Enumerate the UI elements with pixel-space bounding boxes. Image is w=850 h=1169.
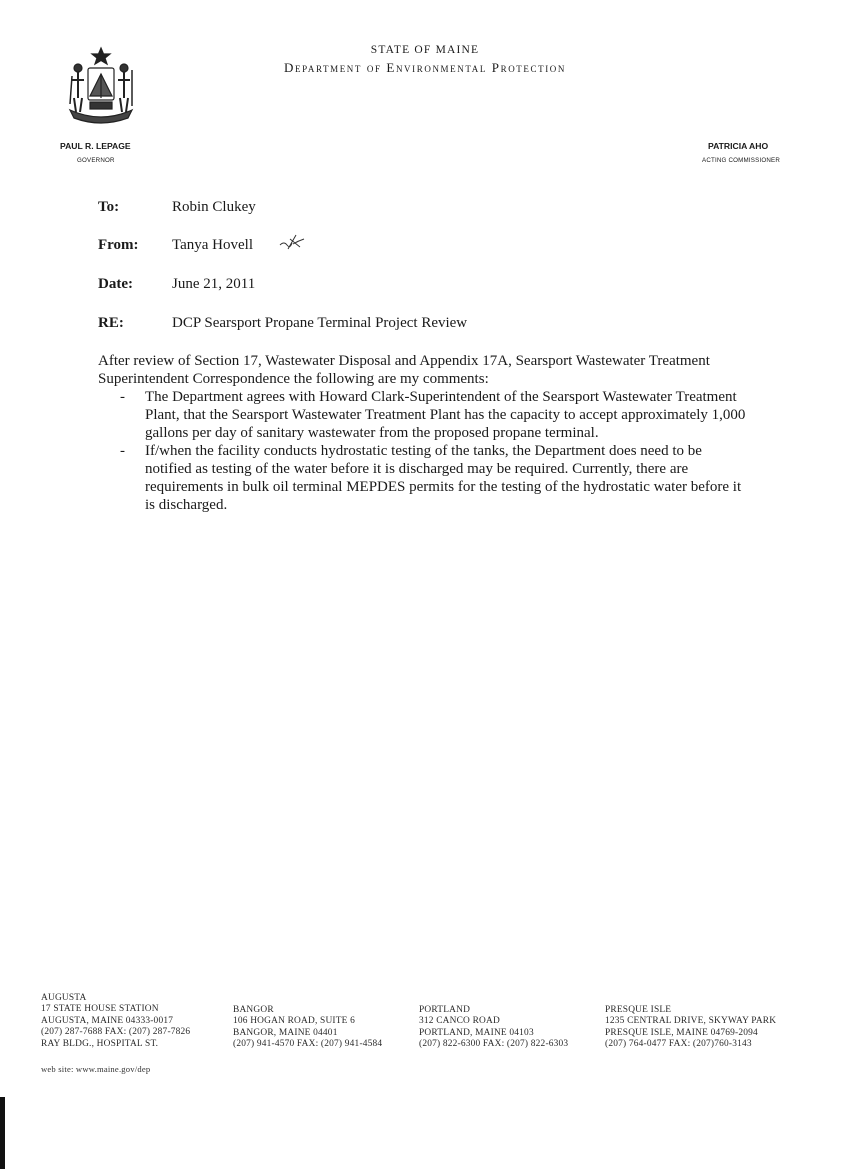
memo-to-value: Robin Clukey: [172, 199, 256, 215]
office-line: 17 STATE HOUSE STATION: [41, 1004, 159, 1015]
comments-list: [98, 388, 748, 514]
memo-from-label: From:: [98, 237, 139, 253]
office-line: RAY BLDG., HOSPITAL ST.: [41, 1038, 159, 1049]
office-line: 312 CANCO ROAD: [419, 1016, 500, 1027]
office-presque-isle: [605, 1005, 776, 1051]
memo-date-value: June 21, 2011: [172, 276, 256, 292]
comment-text: If/when the facility conducts hydrostatic testing of the tanks, the Department does need to be notified as testing of the water before it is discharged may be required. Currently, there are requirements in bulk oil terminal MEPDES permits for the testing of the hydrostatic water before it is discharged.: [145, 443, 742, 513]
office-city: AUGUSTA: [41, 993, 87, 1003]
commissioner-name: PATRICIA AHO: [708, 141, 769, 151]
office-bangor: [233, 1005, 382, 1051]
office-line: PORTLAND, MAINE 04103: [419, 1027, 534, 1038]
office-line: PRESQUE ISLE, MAINE 04769-2094: [605, 1027, 758, 1038]
comment-text: The Department agrees with Howard Clark-Superintendent of the Searsport Wastewater Treatment Plant, that the Searsport Wastewater Treatment Plant has the capacity to accept approximately 1,000 gallons per day of sanitary wastewater from the proposed propane terminal.: [145, 389, 746, 441]
state-heading: STATE OF MAINE: [370, 44, 480, 56]
memo-to-label: To:: [98, 199, 120, 215]
bullet-dash: -: [120, 443, 125, 459]
list-item: [98, 442, 748, 514]
list-item: [98, 388, 748, 442]
commissioner-title: ACTING COMMISSIONER: [702, 157, 781, 164]
office-line: (207) 764-0477 FAX: (207)760-3143: [605, 1039, 752, 1050]
handwritten-initials-icon: [278, 229, 306, 255]
office-line: (207) 941-4570 FAX: (207) 941-4584: [233, 1039, 383, 1050]
office-line: (207) 822-6300 FAX: (207) 822-6303: [419, 1039, 569, 1050]
office-augusta: [41, 993, 190, 1050]
office-city: PRESQUE ISLE: [605, 1005, 672, 1015]
memo-from-value: Tanya Hovell: [172, 237, 254, 253]
memo-body: [98, 352, 748, 514]
office-line: 1235 CENTRAL DRIVE, SKYWAY PARK: [605, 1016, 777, 1027]
memo-date-label: Date:: [98, 276, 133, 292]
intro-paragraph: After review of Section 17, Wastewater Disposal and Appendix 17A, Searsport Wastewater Treatment Superintendent Correspondence the following are my comments:: [98, 353, 710, 387]
office-city: PORTLAND: [419, 1005, 471, 1015]
scan-edge: [0, 1097, 5, 1169]
website-link[interactable]: web site: www.maine.gov/dep: [41, 1064, 151, 1074]
memo-re-label: RE:: [98, 315, 124, 331]
department-heading: Department of Environmental Protection: [283, 60, 566, 75]
state-seal-icon: [62, 46, 140, 124]
office-line: 106 HOGAN ROAD, SUITE 6: [233, 1016, 356, 1027]
office-line: BANGOR, MAINE 04401: [233, 1027, 338, 1038]
office-line: AUGUSTA, MAINE 04333-0017: [41, 1015, 174, 1026]
office-city: BANGOR: [233, 1005, 274, 1015]
memo-re-value: DCP Searsport Propane Terminal Project Review: [172, 315, 468, 331]
bullet-dash: -: [120, 389, 125, 405]
office-portland: [419, 1005, 568, 1051]
governor-name: PAUL R. LEPAGE: [60, 141, 131, 151]
governor-title: GOVERNOR: [77, 157, 115, 164]
office-line: (207) 287-7688 FAX: (207) 287-7826: [41, 1027, 191, 1038]
